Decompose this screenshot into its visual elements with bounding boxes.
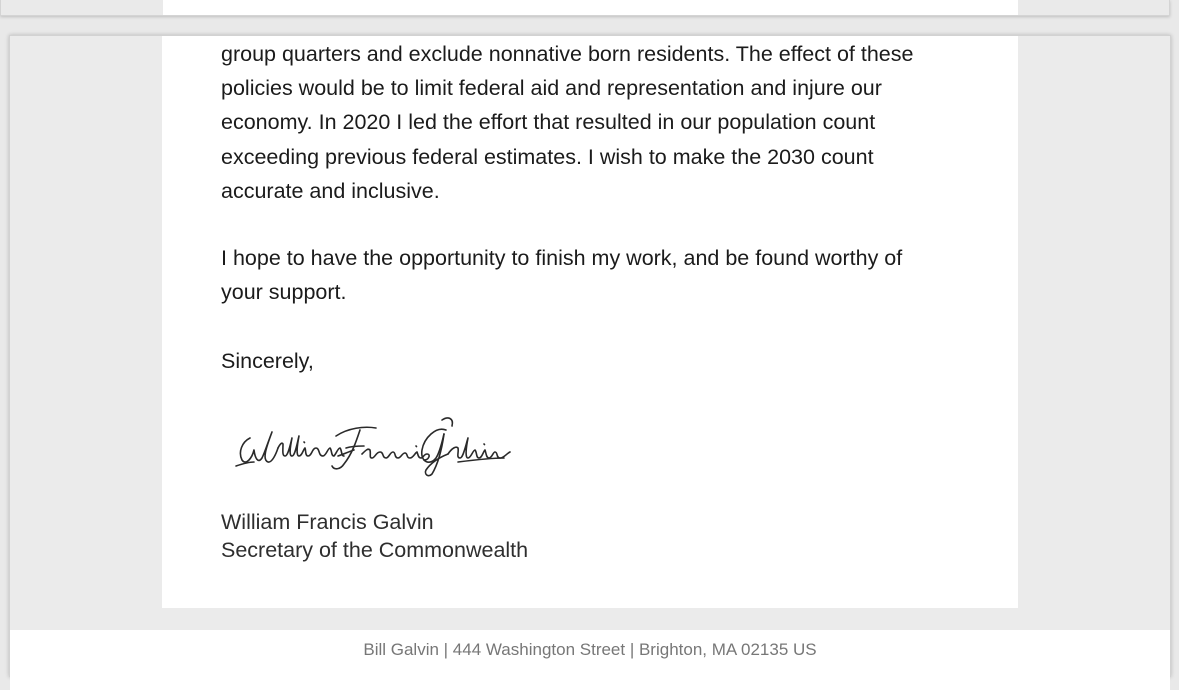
letter-closing: Sincerely, (221, 349, 314, 373)
letter-paragraph-2: I hope to have the opportunity to finish my work, and be found worthy of your support. (221, 246, 903, 305)
footer-address: Bill Galvin | 444 Washington Street | Brighton, MA 02135 US (363, 640, 817, 659)
letter-paragraph-1: group quarters and exclude nonnative born residents. The effect of these policies would be to limit federal aid and representation and injure our economy. In 2020 I led the effort that resulted in our population count exceeding previous federal estimates. I wish to make the 2030 count accurate and inclusive. (221, 42, 914, 203)
letter-page (162, 36, 1018, 608)
signature-block (221, 509, 528, 564)
handwritten-signature (228, 408, 514, 478)
signer-name: William Francis Galvin (221, 510, 434, 534)
signer-title: Secretary of the Commonwealth (221, 537, 529, 562)
document-viewer-panel[interactable] (9, 35, 1171, 677)
previous-page-sheet (163, 0, 1018, 15)
email-footer (10, 630, 1170, 690)
previous-page-panel (0, 0, 1170, 16)
